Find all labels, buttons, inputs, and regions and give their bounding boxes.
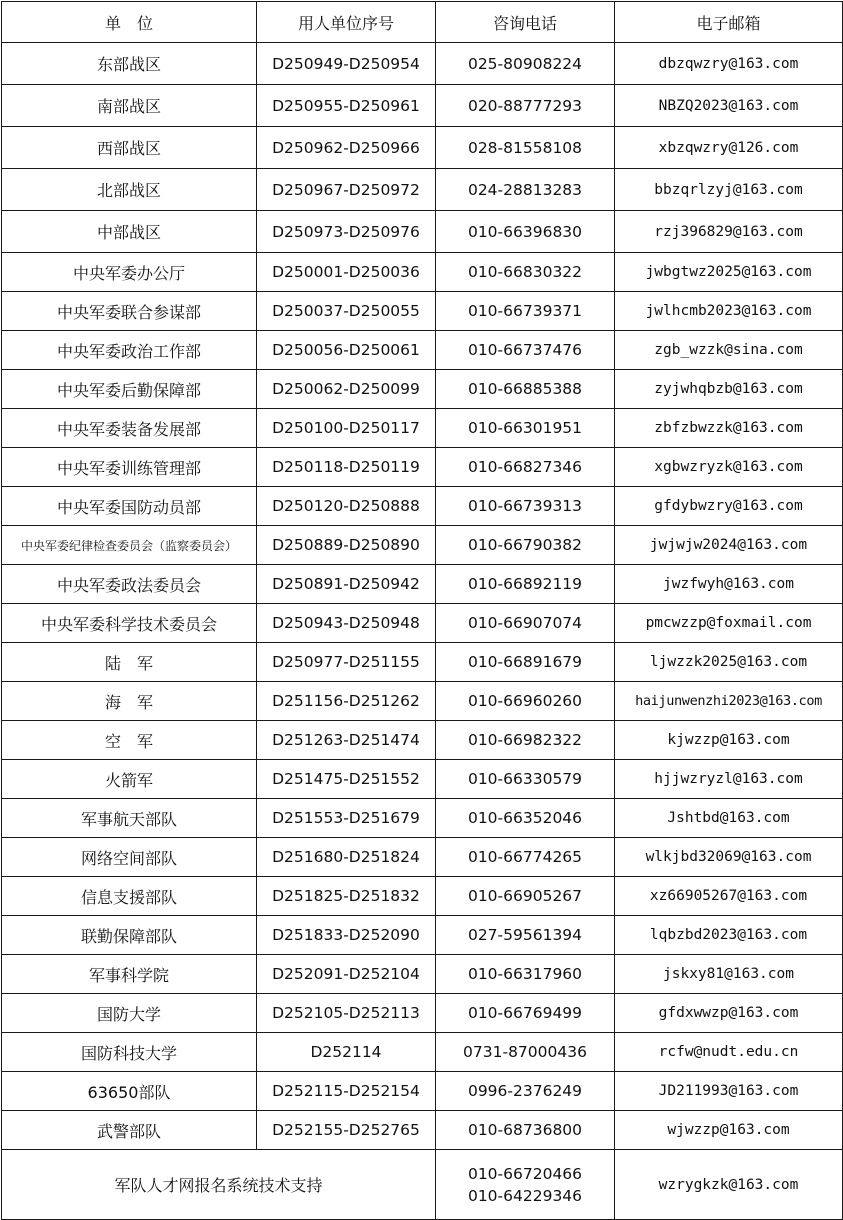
contact-table [1,1,843,1220]
unit-cell: 中央军委后勤保障部 [2,370,257,409]
phone-cell: 010-66396830 [436,211,615,253]
phone-cell: 010-66790382 [436,526,615,565]
email-cell[interactable]: jwzfwyh@163.com [615,565,843,604]
email-cell[interactable]: gfdxwwzp@163.com [615,994,843,1033]
phone-cell: 010-66905267 [436,877,615,916]
email-cell[interactable]: rcfw@nudt.edu.cn [615,1033,843,1072]
phone-cell: 010-66885388 [436,370,615,409]
table-row [2,292,843,331]
phone-cell: 010-66739313 [436,487,615,526]
header-unit: 单 位 [2,2,257,43]
code-cell: D250120-D250888 [257,487,436,526]
unit-cell: 国防科技大学 [2,1033,257,1072]
footer-phones [436,1150,615,1220]
phone-cell: 010-66769499 [436,994,615,1033]
table-row [2,253,843,292]
header-code: 用人单位序号 [257,2,436,43]
header-phone: 咨询电话 [436,2,615,43]
table-row [2,643,843,682]
phone-cell: 010-66352046 [436,799,615,838]
footer-phone-2: 010-64229346 [467,1186,583,1205]
table-body [2,43,843,1150]
unit-cell: 中央军委国防动员部 [2,487,257,526]
unit-cell: 东部战区 [2,43,257,85]
unit-cell: 武警部队 [2,1111,257,1150]
code-cell: D250037-D250055 [257,292,436,331]
unit-cell: 陆 军 [2,643,257,682]
code-cell: D250967-D250972 [257,169,436,211]
phone-cell: 010-66737476 [436,331,615,370]
phone-cell: 010-66907074 [436,604,615,643]
footer-phone-1: 010-66720466 [467,1164,583,1183]
phone-cell: 010-66891679 [436,643,615,682]
code-cell: D250977-D251155 [257,643,436,682]
code-cell: D250973-D250976 [257,211,436,253]
table-row [2,916,843,955]
table-row [2,994,843,1033]
code-cell: D252155-D252765 [257,1111,436,1150]
phone-cell: 010-66827346 [436,448,615,487]
code-cell: D252091-D252104 [257,955,436,994]
email-cell[interactable]: jwjwjw2024@163.com [615,526,843,565]
email-cell[interactable]: haijunwenzhi2023@163.com [615,682,843,721]
table-row [2,211,843,253]
table-row [2,955,843,994]
code-cell: D252115-D252154 [257,1072,436,1111]
phone-cell: 010-66330579 [436,760,615,799]
table-row [2,565,843,604]
email-cell[interactable]: zyjwhqbzb@163.com [615,370,843,409]
table-row [2,682,843,721]
unit-cell: 中央军委政治工作部 [2,331,257,370]
email-cell[interactable]: jskxy81@163.com [615,955,843,994]
phone-cell: 010-66774265 [436,838,615,877]
unit-cell: 中央军委联合参谋部 [2,292,257,331]
footer-email[interactable]: wzrygkzk@163.com [615,1150,843,1220]
code-cell: D250943-D250948 [257,604,436,643]
code-cell: D251825-D251832 [257,877,436,916]
code-cell: D251475-D251552 [257,760,436,799]
phone-cell: 010-66982322 [436,721,615,760]
code-cell: D251263-D251474 [257,721,436,760]
footer-label: 军队人才网报名系统技术支持 [2,1150,436,1220]
table-row [2,85,843,127]
email-cell[interactable]: ljwzzk2025@163.com [615,643,843,682]
unit-cell: 海 军 [2,682,257,721]
unit-cell: 网络空间部队 [2,838,257,877]
table-row [2,169,843,211]
phone-cell: 010-66317960 [436,955,615,994]
email-cell[interactable]: NBZQ2023@163.com [615,85,843,127]
unit-cell: 中央军委装备发展部 [2,409,257,448]
email-cell[interactable]: lqbzbd2023@163.com [615,916,843,955]
code-cell: D251156-D251262 [257,682,436,721]
unit-cell: 联勤保障部队 [2,916,257,955]
code-cell: D250100-D250117 [257,409,436,448]
email-cell[interactable]: zgb_wzzk@sina.com [615,331,843,370]
phone-cell: 010-66301951 [436,409,615,448]
email-cell[interactable]: xgbwzryzk@163.com [615,448,843,487]
unit-cell: 中央军委纪律检查委员会（监察委员会） [2,526,257,565]
email-cell[interactable]: rzj396829@163.com [615,211,843,253]
code-cell: D250891-D250942 [257,565,436,604]
email-cell[interactable]: pmcwzzp@foxmail.com [615,604,843,643]
table-row [2,760,843,799]
table-row [2,838,843,877]
unit-cell: 中央军委政法委员会 [2,565,257,604]
table-row [2,877,843,916]
email-cell[interactable]: wlkjbd32069@163.com [615,838,843,877]
table-row [2,127,843,169]
email-cell[interactable]: wjwzzp@163.com [615,1111,843,1150]
unit-cell: 火箭军 [2,760,257,799]
unit-cell: 信息支援部队 [2,877,257,916]
email-cell[interactable]: zbfzbwzzk@163.com [615,409,843,448]
table-row [2,487,843,526]
code-cell: D250056-D250061 [257,331,436,370]
phone-cell: 010-66739371 [436,292,615,331]
email-cell[interactable]: gfdybwzry@163.com [615,487,843,526]
code-cell: D250962-D250966 [257,127,436,169]
unit-cell: 军事航天部队 [2,799,257,838]
email-cell[interactable]: xz66905267@163.com [615,877,843,916]
email-cell[interactable]: bbzqrlzyj@163.com [615,169,843,211]
table-row [2,331,843,370]
code-cell: D252114 [257,1033,436,1072]
email-cell[interactable]: jwbgtwz2025@163.com [615,253,843,292]
table-row [2,721,843,760]
email-cell[interactable]: xbzqwzry@126.com [615,127,843,169]
phone-cell: 010-66960260 [436,682,615,721]
unit-cell: 中央军委科学技术委员会 [2,604,257,643]
email-cell[interactable]: hjjwzryzl@163.com [615,760,843,799]
code-cell: D251680-D251824 [257,838,436,877]
unit-cell: 国防大学 [2,994,257,1033]
table-row [2,448,843,487]
header-row [2,2,843,43]
email-cell[interactable]: jwlhcmb2023@163.com [615,292,843,331]
footer-row [2,1150,843,1220]
phone-cell: 028-81558108 [436,127,615,169]
table-row [2,370,843,409]
phone-cell: 025-80908224 [436,43,615,85]
unit-cell: 军事科学院 [2,955,257,994]
email-cell[interactable]: Jshtbd@163.com [615,799,843,838]
code-cell: D250118-D250119 [257,448,436,487]
code-cell: D250889-D250890 [257,526,436,565]
table-row [2,43,843,85]
unit-cell: 63650部队 [2,1072,257,1111]
code-cell: D250955-D250961 [257,85,436,127]
table-row [2,1072,843,1111]
unit-cell: 南部战区 [2,85,257,127]
table-row [2,1033,843,1072]
header-email: 电子邮箱 [615,2,843,43]
code-cell: D250062-D250099 [257,370,436,409]
phone-cell: 0731-87000436 [436,1033,615,1072]
phone-cell: 027-59561394 [436,916,615,955]
phone-cell: 024-28813283 [436,169,615,211]
phone-cell: 010-66892119 [436,565,615,604]
table-row [2,799,843,838]
phone-cell: 010-66830322 [436,253,615,292]
code-cell: D251833-D252090 [257,916,436,955]
code-cell: D252105-D252113 [257,994,436,1033]
phone-cell: 0996-2376249 [436,1072,615,1111]
email-cell[interactable]: dbzqwzry@163.com [615,43,843,85]
unit-cell: 西部战区 [2,127,257,169]
unit-cell: 空 军 [2,721,257,760]
code-cell: D250949-D250954 [257,43,436,85]
unit-cell: 中部战区 [2,211,257,253]
email-cell[interactable]: JD211993@163.com [615,1072,843,1111]
unit-cell: 中央军委训练管理部 [2,448,257,487]
phone-cell: 020-88777293 [436,85,615,127]
table-row [2,409,843,448]
email-cell[interactable]: kjwzzp@163.com [615,721,843,760]
unit-cell: 中央军委办公厅 [2,253,257,292]
table-row [2,526,843,565]
code-cell: D250001-D250036 [257,253,436,292]
phone-cell: 010-68736800 [436,1111,615,1150]
unit-cell: 北部战区 [2,169,257,211]
table-row [2,1111,843,1150]
table-row [2,604,843,643]
code-cell: D251553-D251679 [257,799,436,838]
